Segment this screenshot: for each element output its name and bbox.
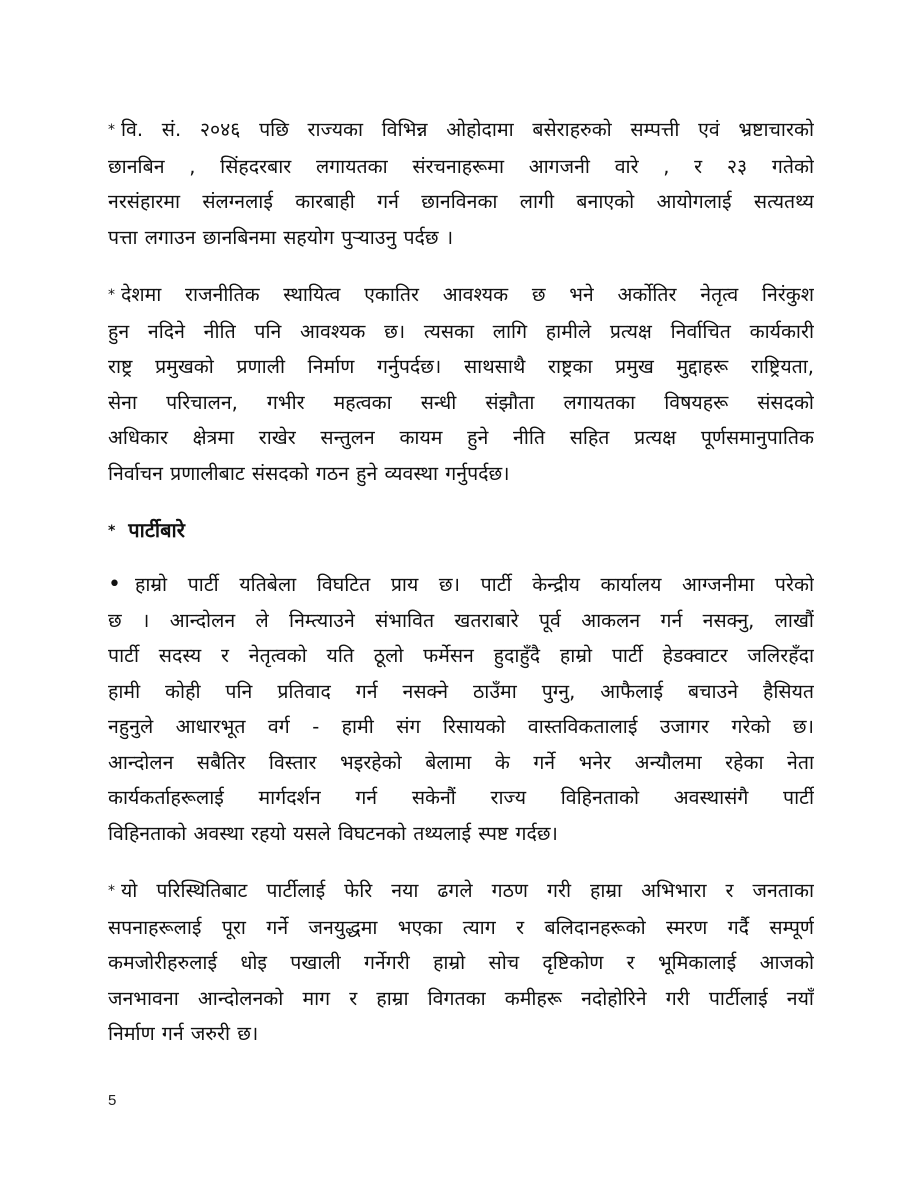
text-line: सेना परिचालन, गभीर महत्वका सन्धी संझौता लगायतका विषयहरू संसदको	[108, 390, 814, 414]
asterisk-bullet-icon: *	[108, 523, 116, 539]
text-line: पत्ता लगाउन छानबिनमा सहयोग पुऱ्याउनु पर्दछ ।	[108, 225, 454, 249]
text-line: विहिनताको अवस्था रहयो यसले विघटनको तथ्यलाई स्पष्ट गर्दछ।	[108, 821, 558, 845]
text-line: • हाम्रो पार्टी यतिबेला विघटित प्राय छ। पार्टी केन्द्रीय कार्यालय आग्जनीमा परेको	[108, 572, 814, 597]
heading-text: पार्टीबारे	[128, 518, 185, 542]
asterisk-bullet-icon: *	[108, 287, 115, 303]
text-line: हामी कोही पनि प्रतिवाद गर्न नसक्ने ठाउँमा पुग्नु, आफैलाई बचाउने हैसियत	[108, 679, 814, 703]
document-page	[108, 112, 814, 1074]
paragraph-party-rebuild	[108, 873, 814, 1052]
text-line: आन्दोलन सबैतिर विस्तार भइरहेको बेलामा के गर्ने भनेर अन्यौलमा रहेका नेता	[108, 750, 814, 774]
text-line: सपनाहरूलाई पूरा गर्ने जनयुद्धमा भएका त्याग र बलिदानहरूको स्मरण गर्दै सम्पूर्ण	[108, 915, 814, 939]
text-line: निर्माण गर्न जरुरी छ।	[108, 1022, 259, 1045]
paragraph-inquiry	[108, 112, 814, 255]
paragraph-party-dissolution	[108, 567, 814, 851]
text-line: * वि. सं. २०४६ पछि राज्यका विभिन्न ओहोदामा बसेराहरुको सम्पत्ती एवं भ्रष्टाचारको	[108, 118, 814, 141]
text-line: * यो परिस्थितिबाट पार्टीलाई फेरि नया ढगले गठण गरी हाम्रा अभिभारा र जनताका	[108, 879, 814, 902]
text-line: अधिकार क्षेत्रमा राखेर सन्तुलन कायम हुने नीति सहित प्रत्यक्ष पूर्णसमानुपातिक	[108, 426, 814, 449]
text-line: पार्टी सदस्य र नेतृत्वको यति ठूलो फर्मेसन हुदाहुँदै हाम्रो पार्टी हेडक्वाटर जलिरहँदा	[108, 644, 814, 667]
page-number: 5	[108, 1092, 117, 1109]
text-line: निर्वाचन प्रणालीबाट संसदको गठन हुने व्यवस्था गर्नुपर्दछ।	[108, 461, 510, 485]
section-heading	[108, 513, 814, 549]
asterisk-bullet-icon: *	[108, 122, 115, 138]
text-line: राष्ट्र प्रमुखको प्रणाली निर्माण गर्नुपर्दछ। साथसाथै राष्ट्रका प्रमुख मुद्दाहरू राष्ट्रियता,	[108, 355, 814, 378]
dot-bullet-icon: •	[108, 572, 121, 597]
text-line: नहुनुले आधारभूत वर्ग - हामी संग रिसायको वास्तविकतालाई उजागर गरेको छ।	[108, 715, 814, 738]
paragraph-political-stability	[108, 277, 814, 491]
text-line: जनभावना आन्दोलनको माग र हाम्रा विगतका कमीहरू नदोहोरिने गरी पार्टीलाई नयाँ	[108, 986, 814, 1010]
text-line: हुन नदिने नीति पनि आवश्यक छ। त्यसका लागि हामीले प्रत्यक्ष निर्वाचित कार्यकारी	[108, 319, 814, 343]
text-line: छ । आन्दोलन ले निम्त्याउने संभावित खतराबारे पूर्व आकलन गर्न नसक्नु, लाखौं	[108, 608, 814, 632]
text-line: नरसंहारमा संलग्नलाई कारबाही गर्न छानविनका लागी बनाएको आयोगलाई सत्यतथ्य	[108, 190, 814, 213]
text-line: * देशमा राजनीतिक स्थायित्व एकातिर आवश्यक छ भने अर्कोतिर नेतृत्व निरंकुश	[108, 283, 814, 306]
asterisk-bullet-icon: *	[108, 883, 115, 899]
text-line: कार्यकर्ताहरूलाई मार्गदर्शन गर्न सकेनौं राज्य विहिनताको अवस्थासंगै पार्टी	[108, 786, 814, 809]
text-line: छानबिन , सिंहदरबार लगायतका संरचनाहरूमा आगजनी वारे , र २३ गतेको	[108, 154, 814, 178]
text-line: कमजोरीहरुलाई धोइ पखाली गर्नेगरी हाम्रो सोच दृष्टिकोण र भूमिकालाई आजको	[108, 951, 814, 974]
